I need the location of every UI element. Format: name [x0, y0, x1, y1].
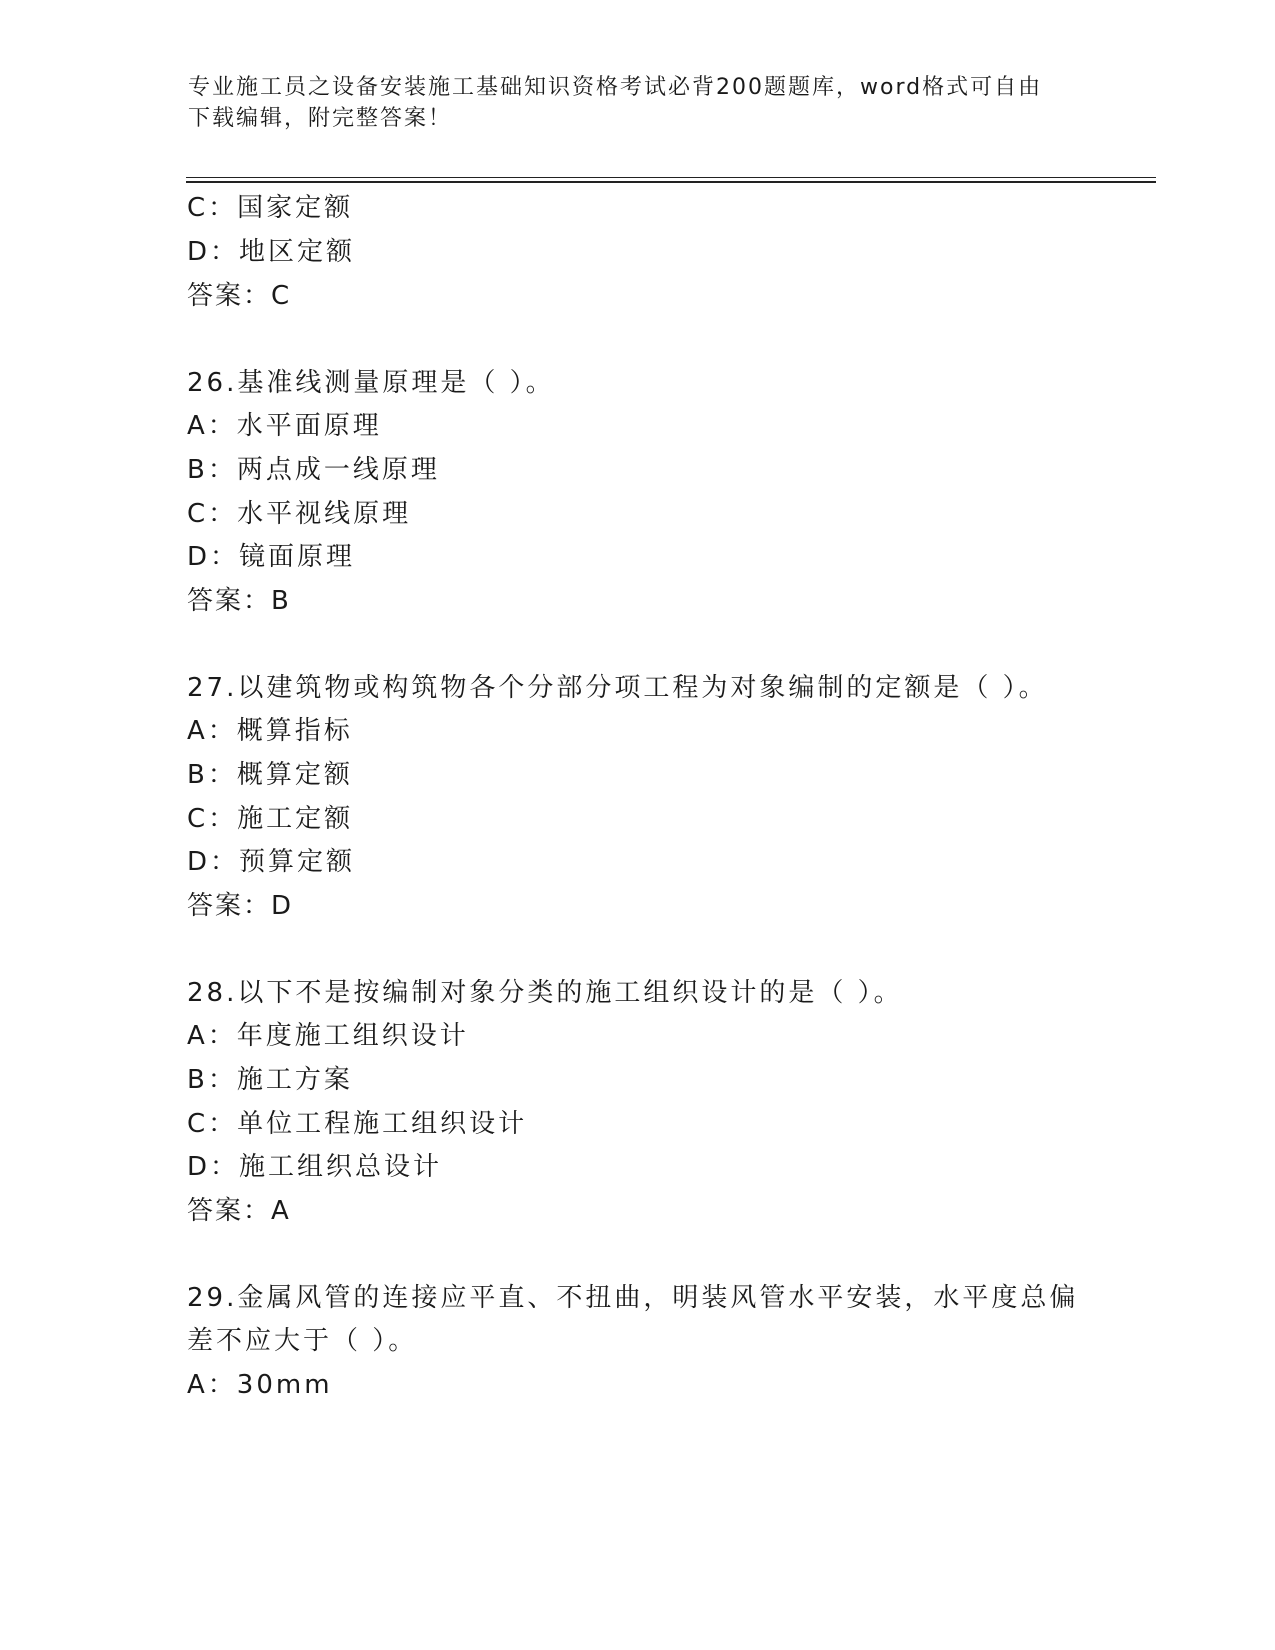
question-28-stem: 28.以下不是按编制对象分类的施工组织设计的是（ ）。	[187, 978, 903, 1008]
option-d: D：施工组织总设计	[187, 1152, 443, 1182]
option-a: A：概算指标	[187, 716, 353, 746]
option-b: B：两点成一线原理	[187, 455, 440, 485]
option-c: C：水平视线原理	[187, 499, 412, 529]
option-c: C：单位工程施工组织设计	[187, 1109, 528, 1139]
question-27-stem: 27.以建筑物或构筑物各个分部分项工程为对象编制的定额是（ ）。	[187, 673, 1048, 703]
document-title-line-2: 下载编辑，附完整答案！	[188, 106, 453, 131]
answer-line: 答案：C	[187, 281, 292, 311]
question-26-stem: 26.基准线测量原理是（ ）。	[187, 368, 555, 398]
answer-line: 答案：A	[187, 1196, 291, 1226]
option-a: A：30mm	[187, 1370, 333, 1400]
option-d: D：预算定额	[187, 847, 356, 877]
question-29-stem-line-2: 差不应大于（ ）。	[187, 1326, 418, 1356]
question-29-stem-line-1: 29.金属风管的连接应平直、不扭曲，明装风管水平安装，水平度总偏	[187, 1283, 1079, 1313]
option-d: D：镜面原理	[187, 542, 356, 572]
document-title	[188, 72, 1068, 134]
option-a: A：年度施工组织设计	[187, 1021, 469, 1051]
option-a: A：水平面原理	[187, 411, 382, 441]
option-b: B：施工方案	[187, 1065, 353, 1095]
document-title-line-1: 专业施工员之设备安装施工基础知识资格考试必背200题题库，word格式可自由	[188, 75, 1043, 100]
answer-line: 答案：D	[187, 891, 294, 921]
option-b: B：概算定额	[187, 760, 353, 790]
header-divider-thin	[186, 177, 1156, 178]
option-c: C：国家定额	[187, 193, 354, 223]
answer-line: 答案：B	[187, 586, 291, 616]
header-divider-thick	[186, 181, 1156, 183]
option-c: C：施工定额	[187, 804, 354, 834]
option-d: D：地区定额	[187, 237, 356, 267]
